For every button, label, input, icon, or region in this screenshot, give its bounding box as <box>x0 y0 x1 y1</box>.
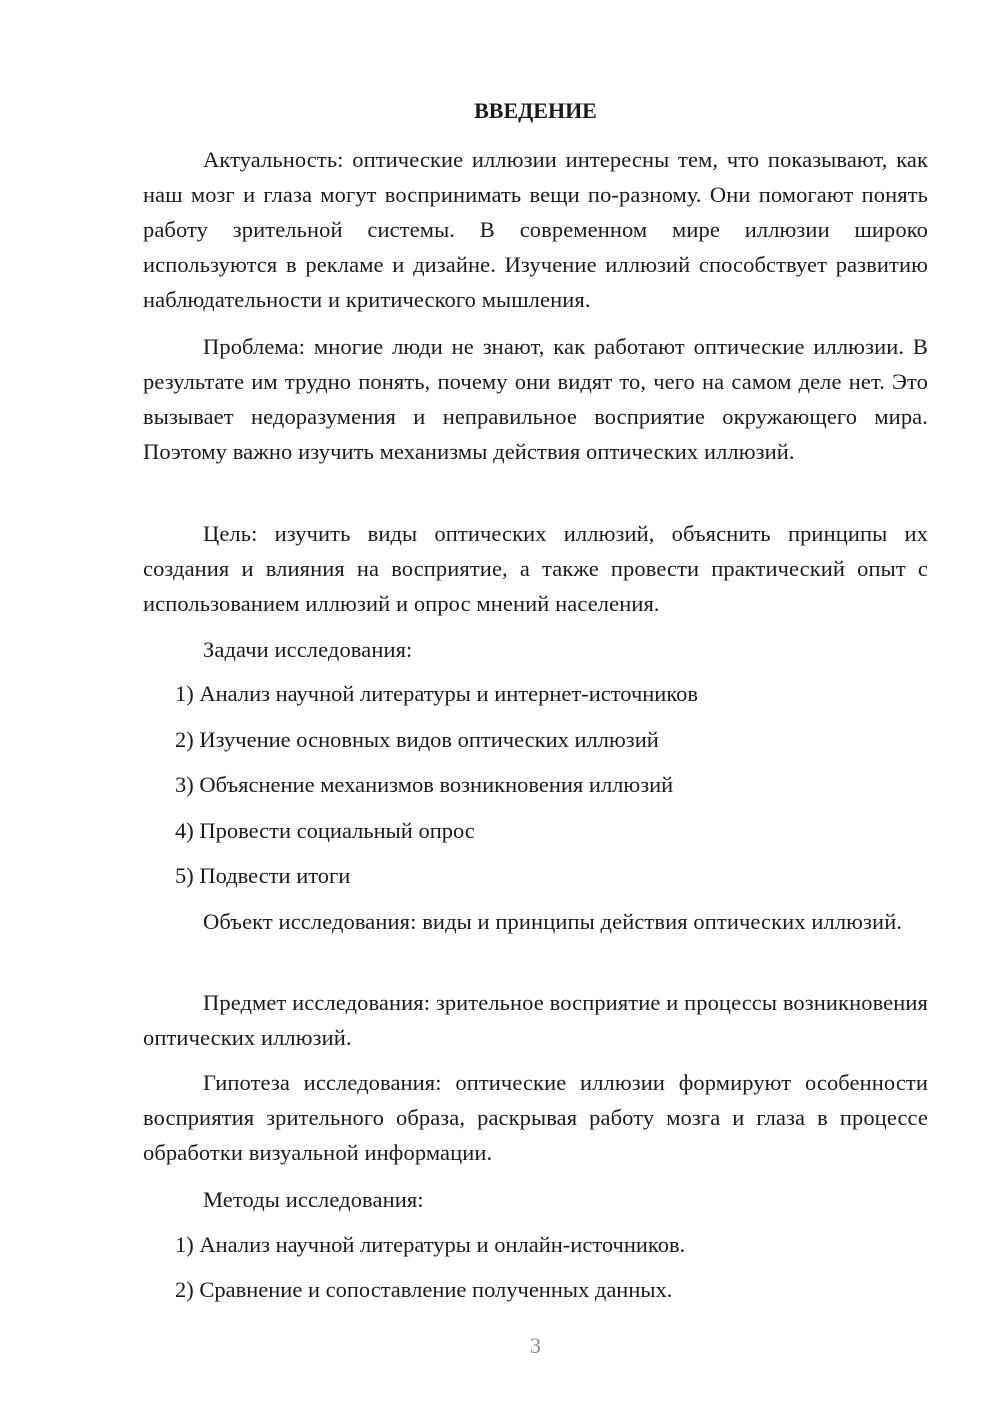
method-item-1: 1) Анализ научной литературы и онлайн-источников. <box>175 1232 686 1257</box>
method-item-2: 2) Сравнение и сопоставление полученных данных. <box>175 1277 673 1302</box>
tasks-heading: Задачи исследования: <box>203 637 413 662</box>
subject-paragraph: Предмет исследования: зрительное восприятие и процессы возникновения оптических иллюзий. <box>143 990 928 1050</box>
task-item-4: 4) Провести социальный опрос <box>175 818 475 843</box>
problem-paragraph: Проблема: многие люди не знают, как работают оптические иллюзии. В результате им трудно понять, почему они видят то, чего на самом деле нет. Это вызывает недоразумения и неправильное восприятие окружающего мира. Поэтому важно изучить механизмы действия оптических иллюзий. <box>143 334 928 464</box>
document-page <box>143 0 928 1414</box>
object-paragraph: Объект исследования: виды и принципы действия оптических иллюзий. <box>203 909 903 934</box>
methods-heading: Методы исследования: <box>203 1187 424 1212</box>
task-item-3: 3) Объяснение механизмов возникновения иллюзий <box>175 772 674 797</box>
page-number: 3 <box>530 1333 541 1358</box>
section-title: ВВЕДЕНИЕ <box>474 98 597 123</box>
relevance-paragraph: Актуальность: оптические иллюзии интересны тем, что показывают, как наш мозг и глаза могут воспринимать вещи по-разному. Они помогают понять работу зрительной системы. В современном мире иллюзии широко используются в рекламе и дизайне. Изучение иллюзий способствует развитию наблюдательности и критического мышления. <box>143 147 928 312</box>
goal-paragraph: Цель: изучить виды оптических иллюзий, объяснить принципы их создания и влияния на восприятие, а также провести практический опыт с использованием иллюзий и опрос мнений населения. <box>143 521 928 616</box>
task-item-1: 1) Анализ научной литературы и интернет-источников <box>175 681 699 706</box>
task-item-5: 5) Подвести итоги <box>175 863 351 888</box>
task-item-2: 2) Изучение основных видов оптических иллюзий <box>175 727 659 752</box>
hypothesis-paragraph: Гипотеза исследования: оптические иллюзии формируют особенности восприятия зрительного образа, раскрывая работу мозга и глаза в процессе обработки визуальной информации. <box>143 1070 928 1165</box>
